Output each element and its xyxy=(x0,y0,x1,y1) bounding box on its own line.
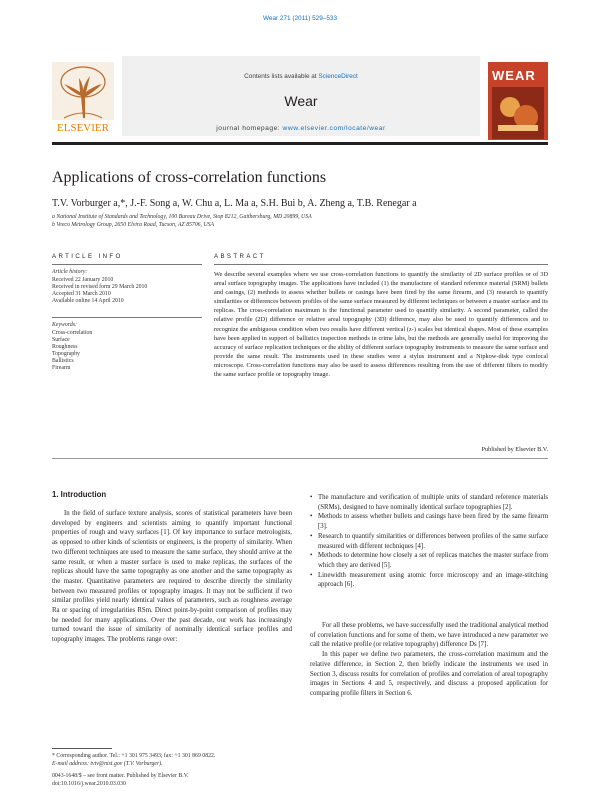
abstract-rule xyxy=(214,264,548,265)
abstract-bottom-rule xyxy=(52,458,548,459)
elsevier-tree-icon xyxy=(52,62,114,134)
authors: T.V. Vorburger a,*, J.-F. Song a, W. Chu a, L. Ma a, S.H. Bui b, A. Zheng a, T.B. Renegar a xyxy=(52,198,417,209)
list-item xyxy=(310,551,548,570)
elsevier-logo xyxy=(52,62,114,134)
article-title: Applications of cross-correlation functions xyxy=(52,169,327,186)
bullet-icon: • xyxy=(310,494,313,501)
homepage-prefix: journal homepage: xyxy=(216,125,283,132)
list-item-text: Methods to determine how closely a set of replicas matches the master surface from which they are derived [5]. xyxy=(318,552,548,569)
affiliation-a: a National Institute of Standards and Technology, 100 Bureau Drive, Stop 8212, Gaithersburg, MD 20899, USA xyxy=(52,214,312,220)
keyword-item: Cross-correlation xyxy=(52,330,93,336)
list-item-text: Research to quantify similarities or differences between profiles of the same surface measured with different techniques [4]. xyxy=(318,532,548,550)
keywords-label: Keywords: xyxy=(52,322,77,328)
history-label: Article history: xyxy=(52,269,88,275)
footnote-rule xyxy=(52,748,112,749)
abstract-text: We describe several examples where we use cross-correlation functions to quantify the similarity of 2D surface profiles or of 3D areal surface topography images. The applications have included (1) the manufacture of standard reference material (SRM) bullets and casings, (2) methods to assess whether bullets or casings have been fired by the same firearm, and (3) research to quantify similarities or differences between profiles of the same surface measured by different techniques or between a master surface and its replicas. The cross-correlation maximum is the functional parameter used to quantify similarity. A second parameter, called the relative profile (2D) difference or relative areal topography (3D) difference, may also be used to quantify differences and to recognize the ambiguous condition when two results have different vertical (z-) scales but identical shapes. Most of these examples have been applied in support of ballistics inspection methods in crime labs, but the methods are generally useful for improving the accuracy of surface replication techniques or the ability of different surface topography instruments to measure the same surface and provide the same result. The instruments used in these studies were a stylus instrument and a Nipkow-disk type confocal microscope. Cross-correlation functions may also be used to assess differences resulting from the use of different filters to modify the same surface profile or topography image. xyxy=(214,271,548,379)
history-item: Available online 14 April 2010 xyxy=(52,298,124,304)
cover-art-icon xyxy=(492,87,544,139)
keyword-item: Ballistics xyxy=(52,358,74,364)
keywords-rule xyxy=(52,317,202,318)
affiliation-b: b Veeco Metrology Group, 2650 Elvira Road, Tucson, AZ 85706, USA xyxy=(52,222,215,228)
corresponding-footnote: * Corresponding author. Tel.: +1 301 975 3493; fax: +1 301 869 0822. xyxy=(52,753,216,759)
keyword-item: Topography xyxy=(52,351,80,357)
article-info-heading: ARTICLE INFO xyxy=(52,253,123,260)
section-heading: 1. Introduction xyxy=(52,490,107,499)
issn-line: 0043-1648/$ – see front matter. Published by Elsevier B.V. xyxy=(52,773,189,779)
bullet-icon: • xyxy=(310,552,313,560)
bullet-icon: • xyxy=(310,532,313,540)
doi-link[interactable]: doi:10.1016/j.wear.2010.03.030 xyxy=(52,781,126,787)
journal-cover xyxy=(488,62,548,140)
abstract-heading: ABSTRACT xyxy=(214,253,266,260)
intro-paragraph: In this paper we define two parameters, the cross-correlation maximum and the relative difference, in Section 2, then briefly indicate the instruments we used in Section 3, discuss results for correlation of profiles and correlation of areal topography images in Sections 4 and 5, respectively, and discuss a proposed application for comparing profile filters in Section 6. xyxy=(310,651,548,697)
homepage-link[interactable]: www.elsevier.com/locate/wear xyxy=(282,125,386,132)
list-item xyxy=(310,571,548,590)
sciencedirect-link[interactable]: ScienceDirect xyxy=(318,73,358,80)
publisher-logo-text: ELSEVIER xyxy=(57,122,109,134)
cover-image xyxy=(492,87,544,139)
intro-paragraph: In the field of surface texture analysis, scores of statistical parameters have been developed by engineers and scientists aiming to quantify important functional properties of rough and wavy surfaces [1]. Of key importance to surface metrologists, as opposed to other kinds of scientists or engineers, is the property of similarity. When two different techniques are used to measure the same surface, they should arrive at the same result, or when a master surface is used to make replicas, the surfaces of the replicas should have the same topography as one another and the same topography as the master. Quantitative parameters are required to describe directly the similarity between two measured profiles or topography images. It may not be sufficient if two similar profiles yield nearly identical values of parameters, such as roughness average Ra or spacing of irregularities RSm. Direct point-by-point comparison of profiles may be needed for many applications. Over the past decade, our work has increasingly turned toward the issue of similarity of nominally identical surface profiles and topography images. The problems range over: xyxy=(52,510,292,644)
cover-title: WEAR xyxy=(492,68,536,83)
contents-prefix: Contents lists available at xyxy=(244,73,319,80)
intro-left-column xyxy=(52,509,292,645)
keyword-item: Firearm xyxy=(52,365,71,371)
homepage-line xyxy=(122,125,480,132)
intro-right-column xyxy=(310,493,548,699)
list-item xyxy=(310,532,548,551)
problem-list xyxy=(310,493,548,590)
history-item: Received in revised form 29 March 2010 xyxy=(52,284,148,290)
bullet-icon: • xyxy=(310,513,313,521)
header-rule xyxy=(52,142,548,145)
keyword-item: Surface xyxy=(52,337,70,343)
list-item-text: The manufacture and verification of multiple units of standard reference materials (SRMs), designed to have nominally identical surface topographies [2]. xyxy=(318,494,548,511)
journal-citation: Wear 271 (2011) 529–533 xyxy=(262,15,338,22)
list-item xyxy=(310,493,548,512)
history-item: Received 22 January 2010 xyxy=(52,277,114,283)
info-rule xyxy=(52,264,202,265)
list-item-text: Methods to assess whether bullets and casings have been fired by the same firearm [3]. xyxy=(318,513,548,531)
history-item: Accepted 31 March 2010 xyxy=(52,291,111,297)
list-item xyxy=(310,512,548,531)
spacer xyxy=(310,590,548,621)
intro-paragraph: For all these problems, we have successfully used the traditional analytical method of correlation functions and for some of them, we have introduced a new parameter we call the relative profile (or relative topography) difference Ds [7]. xyxy=(310,622,548,649)
journal-name: Wear xyxy=(284,93,318,109)
keyword-item: Roughness xyxy=(52,344,78,350)
bullet-icon: • xyxy=(310,571,313,579)
publisher-line: Published by Elsevier B.V. xyxy=(481,446,548,453)
list-item-text: Linewidth measurement using atomic force microscopy and an image-stitching approach [6]. xyxy=(318,571,548,589)
email-footnote: E-mail address: tvtv@nist.gov (T.V. Vorburger). xyxy=(52,761,163,767)
contents-line xyxy=(122,73,480,80)
